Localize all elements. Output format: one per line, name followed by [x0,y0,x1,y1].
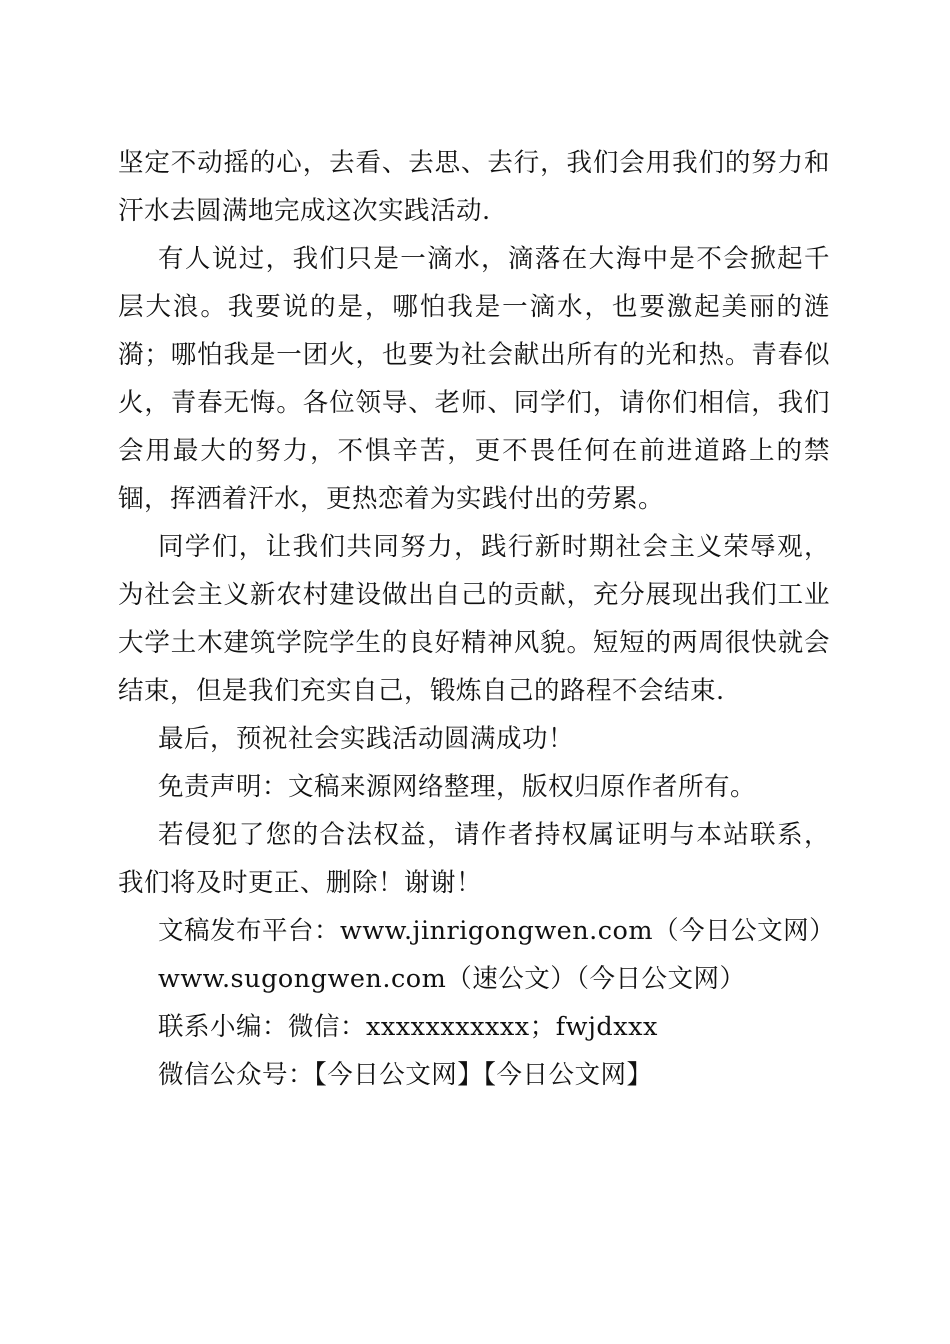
paragraph-3: 同学们，让我们共同努力，践行新时期社会主义荣辱观，为社会主义新农村建设做出自己的贡献，充分展现出我们工业大学土木建筑学院学生的良好精神风貌。短短的两周很快就会结束，但是我们充实自己，锻炼自己的路程不会结束. [118,532,830,706]
disclaimer-line: 免责声明：文稿来源网络整理，版权归原作者所有。 [158,772,757,802]
contact-line: 联系小编：微信：xxxxxxxxxxx；fwjdxxx [158,1012,658,1042]
document-body [118,139,836,1099]
secondary-site-line: www.sugongwen.com（速公文）（今日公文网） [158,964,746,994]
wechat-account-line: 微信公众号：【今日公文网】【今日公文网】 [158,1060,653,1090]
infringement-notice: 若侵犯了您的合法权益，请作者持权属证明与本站联系，我们将及时更正、删除！谢谢！ [118,820,830,898]
paragraph-1: 坚定不动摇的心，去看、去思、去行，我们会用我们的努力和汗水去圆满地完成这次实践活动. [118,148,830,226]
paragraph-2: 有人说过，我们只是一滴水，滴落在大海中是不会掀起千层大浪。我要说的是，哪怕我是一滴水，也要激起美丽的涟漪；哪怕我是一团火，也要为社会献出所有的光和热。青春似火，青春无悔。各位领导、老师、同学们，请你们相信，我们会用最大的努力，不惧辛苦，更不畏任何在前进道路上的禁锢，挥洒着汗水，更热恋着为实践付出的劳累。 [118,244,830,514]
publish-platform-line: 文稿发布平台：www.jinrigongwen.com（今日公文网） [158,916,836,946]
paragraph-closing: 最后，预祝社会实践活动圆满成功！ [158,724,575,754]
